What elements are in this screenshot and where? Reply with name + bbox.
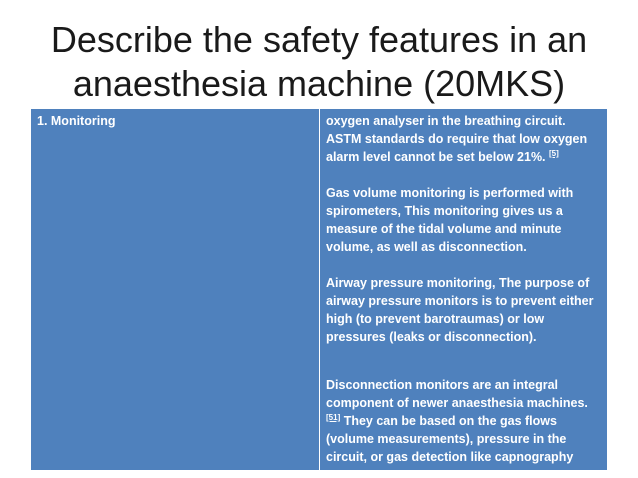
table-cell-right (320, 109, 608, 470)
oxygen-analyser-paragraph (326, 112, 601, 166)
disconnection-text-a: Disconnection monitors are an integral component of newer anaesthesia machines. (326, 378, 588, 410)
monitoring-heading: 1. Monitoring (37, 114, 116, 128)
table-cell-left (31, 109, 320, 470)
table-row (31, 109, 607, 470)
slide-title-line-1: Describe the safety features in an (50, 19, 588, 60)
content-table (31, 109, 607, 470)
disconnection-text-b: They can be based on the gas flows (volume measurements), pressure in the circuit, or gas detection like capnography (326, 414, 574, 464)
airway-pressure-paragraph: Airway pressure monitoring, The purpose of airway pressure monitors is to prevent either high (to prevent barotraumas) or low pressures (leaks or disconnection). (326, 276, 594, 344)
reference-link-5[interactable]: [5] (549, 148, 559, 158)
gas-volume-paragraph: Gas volume monitoring is performed with spirometers, This monitoring gives us a measure of the tidal volume and minute volume, as well as disconnection. (326, 186, 574, 254)
disconnection-monitors-paragraph (326, 376, 601, 466)
reference-link-51[interactable]: [51] (326, 412, 341, 422)
slide-title-line-2: anaesthesia machine (20MKS) (72, 63, 566, 104)
oxygen-analyser-text: oxygen analyser in the breathing circuit. ASTM standards do require that low oxygen alarm level cannot be set below 21%. (326, 114, 588, 164)
slide-title (30, 18, 608, 106)
